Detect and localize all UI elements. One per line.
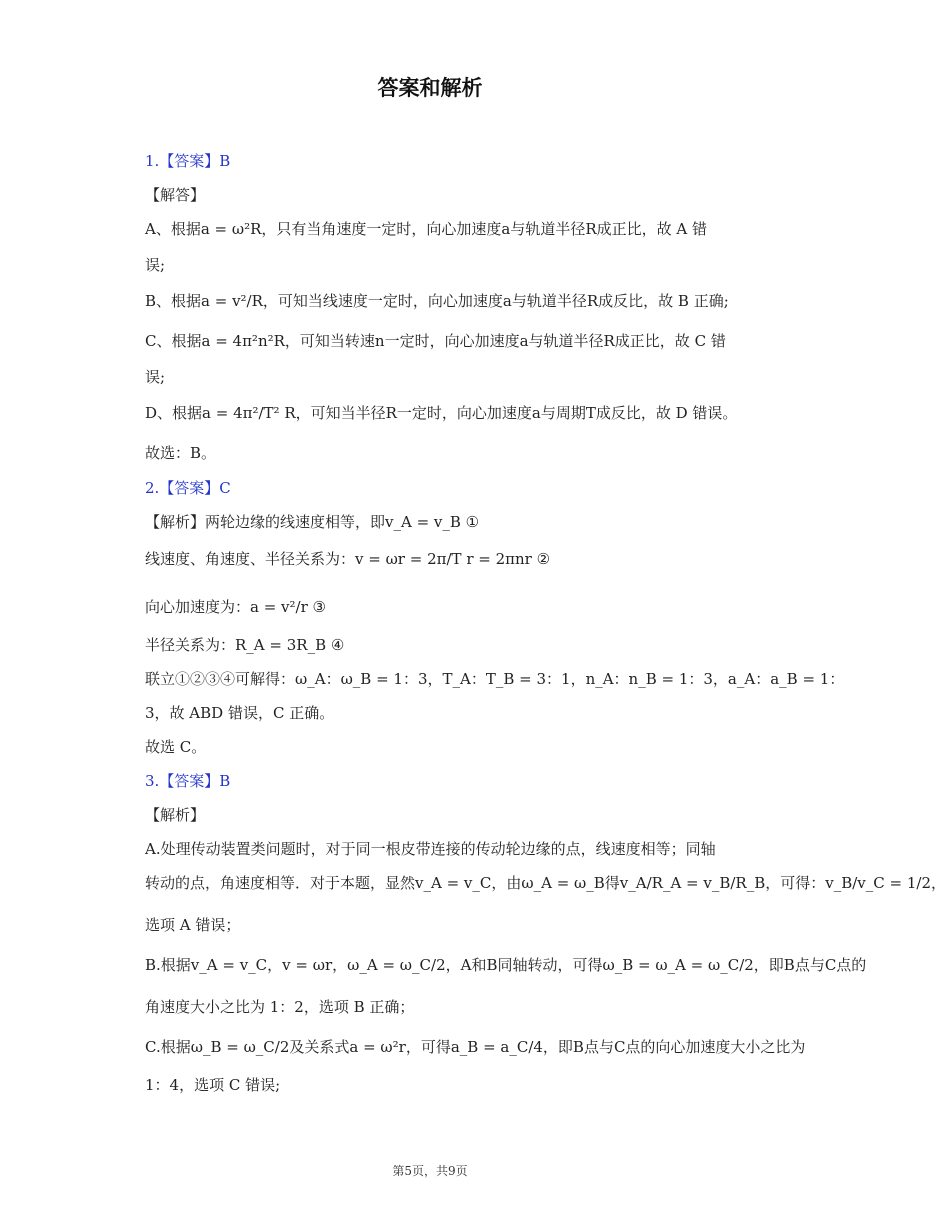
- text-line: C.根据ω_B = ω_C/2及关系式a = ω²r，可得a_B = a_C/4，即B点与C点的向心加速度大小之比为: [145, 1038, 806, 1056]
- text-line: 误;: [145, 256, 166, 274]
- text-line: A、根据a = ω²R，只有当角速度一定时，向心加速度a与轨道半径R成正比，故 A 错: [145, 220, 708, 238]
- text-line: 【解析】: [145, 806, 206, 824]
- text-line: 角速度大小之比为 1：2，选项 B 正确；: [145, 998, 415, 1016]
- text-line: D、根据a = 4π²/T² R，可知当半径R一定时，向心加速度a与周期T成反比，故 D 错误。: [145, 404, 738, 422]
- text-line: 故选：B。: [145, 444, 217, 462]
- text-line: 故选 C。: [145, 738, 207, 756]
- text-line: 半径关系为：R_A = 3R_B ④: [145, 636, 345, 654]
- text-line: B.根据v_A = v_C，v = ωr，ω_A = ω_C/2，A和B同轴转动，可得ω_B = ω_A = ω_C/2，即B点与C点的: [145, 956, 867, 974]
- text-line: 转动的点，角速度相等．对于本题，显然v_A = v_C，由ω_A = ω_B得v_A/R_A = v_B/R_B，可得：v_B/v_C = 1/2，: [145, 874, 946, 892]
- text-line: A.处理传动装置类问题时，对于同一根皮带连接的传动轮边缘的点，线速度相等；同轴: [145, 840, 716, 858]
- question-2-header: 2.【答案】C: [145, 479, 231, 497]
- text-line: 3，故 ABD 错误，C 正确。: [145, 704, 335, 722]
- question-1-header: 1.【答案】B: [145, 152, 231, 170]
- page-footer: 第5页，共9页: [392, 1164, 468, 1178]
- text-line: 误;: [145, 368, 166, 386]
- page-title: 答案和解析: [377, 76, 483, 100]
- text-line: 线速度、角速度、半径关系为：v = ωr = 2π/T r = 2πnr ②: [145, 550, 551, 568]
- question-3-header: 3.【答案】B: [145, 772, 231, 790]
- text-line: 【解答】: [145, 186, 206, 204]
- text-line: 选项 A 错误；: [145, 916, 241, 934]
- text-line: 向心加速度为：a = v²/r ③: [145, 598, 326, 616]
- text-line: 【解析】两轮边缘的线速度相等，即v_A = v_B ①: [145, 513, 480, 531]
- text-line: C、根据a = 4π²n²R，可知当转速n一定时，向心加速度a与轨道半径R成正比，故 C 错: [145, 332, 726, 350]
- text-line: 1：4，选项 C 错误;: [145, 1076, 281, 1094]
- text-line: 联立①②③④可解得：ω_A：ω_B = 1：3，T_A：T_B = 3：1，n_A：n_B = 1：3，a_A：a_B = 1：: [145, 670, 845, 688]
- text-line: B、根据a = v²/R，可知当线速度一定时，向心加速度a与轨道半径R成反比，故 B 正确;: [145, 292, 729, 310]
